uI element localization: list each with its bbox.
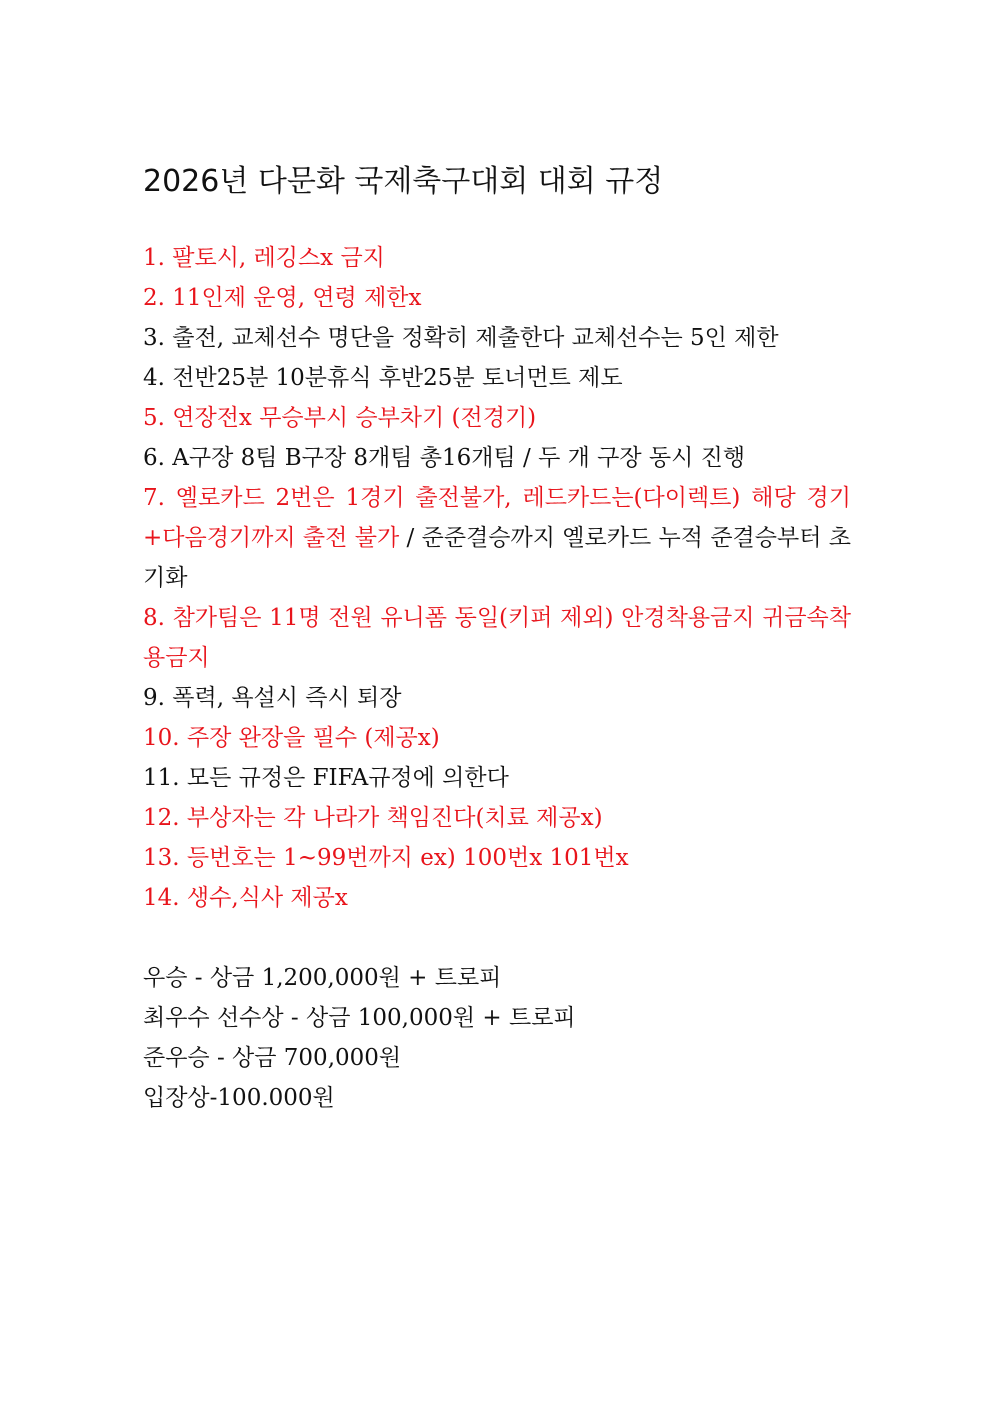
rule-item-7-black-text: / 준준결승까지 옐로카드 누적 준결승부터 초기화 — [143, 525, 851, 591]
rule-item-9: 9. 폭력, 욕설시 즉시 퇴장 — [143, 685, 402, 711]
rule-item-7-red-text: 7. 옐로카드 2번은 1경기 출전불가, 레드카드는(다이렉트) 해당 경기+다음경기까지 출전 불가 — [143, 485, 851, 551]
rule-item-8: 8. 참가팀은 11명 전원 유니폼 동일(키퍼 제외) 안경착용금지 귀금속착용금지 — [143, 605, 851, 671]
rule-item-1: 1. 팔토시, 레깅스x 금지 — [143, 245, 385, 271]
prize-item-runner-up: 준우승 - 상금 700,000원 — [143, 1045, 402, 1071]
rule-item-3: 3. 출전, 교체선수 명단을 정확히 제출한다 교체선수는 5인 제한 — [143, 325, 779, 351]
rule-item-6: 6. A구장 8팀 B구장 8개팀 총16개팀 / 두 개 구장 동시 진행 — [143, 445, 746, 471]
rule-item-2: 2. 11인제 운영, 연령 제한x — [143, 285, 422, 311]
rule-item-5: 5. 연장전x 무승부시 승부차기 (전경기) — [143, 405, 537, 431]
document-page — [143, 160, 851, 1134]
rule-item-4: 4. 전반25분 10분휴식 후반25분 토너먼트 제도 — [143, 365, 623, 391]
rule-item-12: 12. 부상자는 각 나라가 책임진다(치료 제공x) — [143, 805, 603, 831]
prize-item-entrance: 입장상-100.000원 — [143, 1085, 335, 1111]
prizes-list — [143, 958, 851, 1118]
rule-item-14: 14. 생수,식사 제공x — [143, 885, 348, 911]
prize-item-mvp: 최우수 선수상 - 상금 100,000원 + 트로피 — [143, 1005, 576, 1031]
rule-item-7 — [143, 478, 851, 598]
rule-item-10: 10. 주장 완장을 필수 (제공x) — [143, 725, 440, 751]
rule-item-13: 13. 등번호는 1~99번까지 ex) 100번x 101번x — [143, 845, 629, 871]
rules-list — [143, 238, 851, 918]
prize-item-winner: 우승 - 상금 1,200,000원 + 트로피 — [143, 965, 502, 991]
rule-item-11: 11. 모든 규정은 FIFA규정에 의한다 — [143, 765, 509, 791]
document-title: 2026년 다문화 국제축구대회 대회 규정 — [143, 164, 664, 199]
